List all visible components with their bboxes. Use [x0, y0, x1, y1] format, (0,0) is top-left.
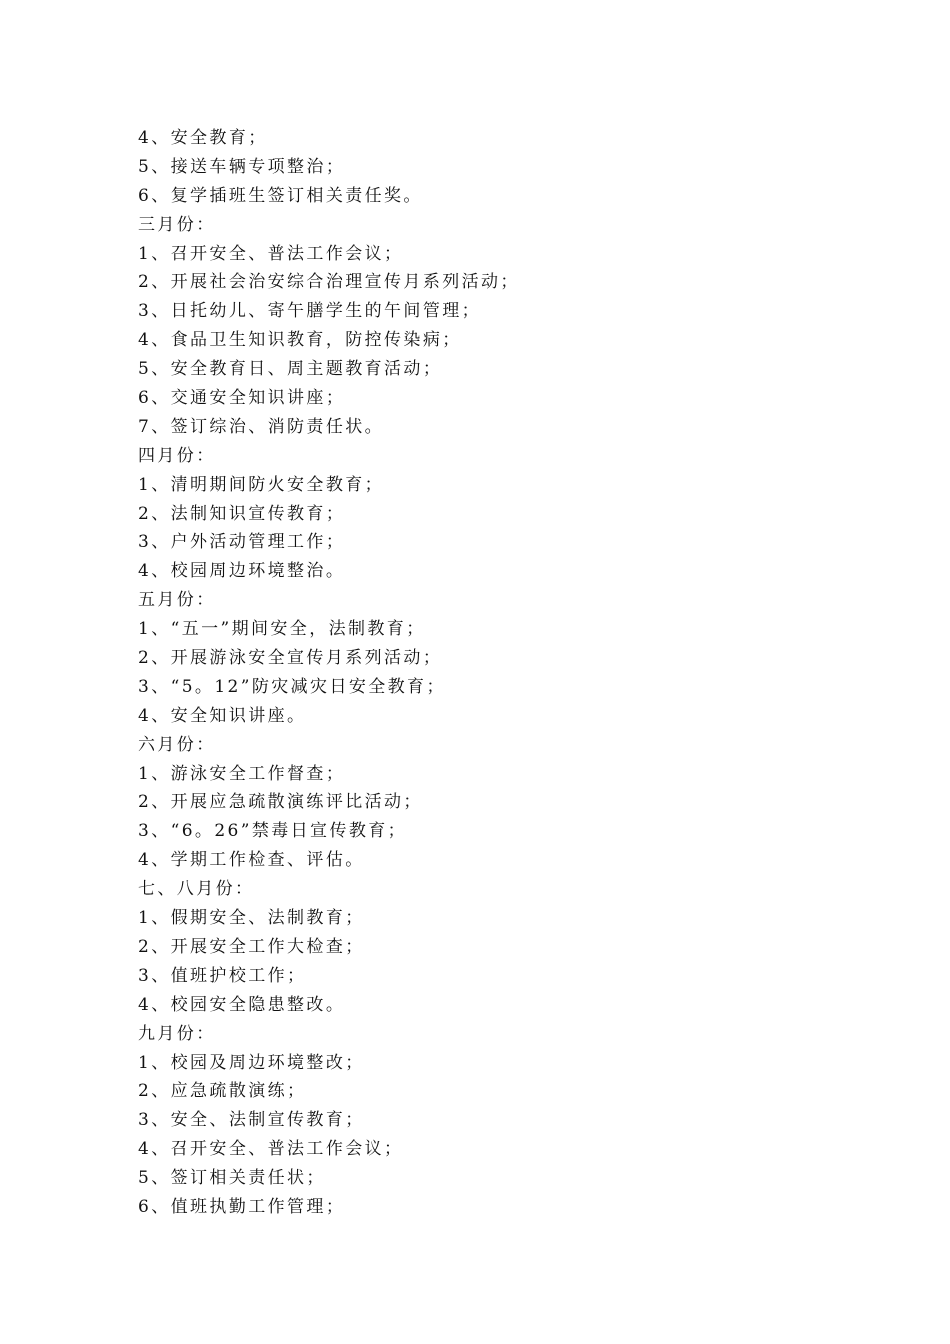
text-line: 1、游泳安全工作督查； [138, 763, 346, 784]
section-heading: 五月份： [138, 590, 216, 611]
text-line: 3、安全、法制宣传教育； [138, 1110, 365, 1131]
text-line: 1、校园及周边环境整改； [138, 1052, 365, 1073]
text-line: 2、开展应急疏散演练评比活动； [138, 792, 423, 813]
text-line: 2、法制知识宣传教育； [138, 503, 346, 524]
text-line: 2、应急疏散演练； [138, 1081, 307, 1102]
text-line: 3、“6。26”禁毒日宣传教育； [138, 821, 408, 842]
text-line: 5、签订相关责任状； [138, 1168, 326, 1189]
text-line: 2、开展安全工作大检查； [138, 936, 365, 957]
text-line: 6、交通安全知识讲座； [138, 388, 346, 409]
section-heading: 四月份： [138, 445, 216, 466]
text-line: 1、召开安全、普法工作会议； [138, 243, 404, 264]
section-heading: 七、八月份： [138, 879, 255, 900]
text-line: 4、校园周边环境整治。 [138, 561, 346, 582]
text-line: 3、户外活动管理工作； [138, 532, 346, 553]
text-line: 1、假期安全、法制教育； [138, 908, 365, 929]
text-line: 1、清明期间防火安全教育； [138, 474, 385, 495]
section-heading: 六月份： [138, 734, 216, 755]
text-line: 3、“5。12”防灾减灾日安全教育； [138, 676, 446, 697]
text-line: 7、签订综治、消防责任状。 [138, 416, 385, 437]
text-line: 5、安全教育日、周主题教育活动； [138, 359, 443, 380]
text-line: 6、复学插班生签订相关责任奖。 [138, 185, 423, 206]
section-heading: 九月份： [138, 1023, 216, 1044]
text-line: 2、开展社会治安综合治理宣传月系列活动； [138, 272, 520, 293]
text-line: 4、校园安全隐患整改。 [138, 994, 346, 1015]
text-line: 4、召开安全、普法工作会议； [138, 1139, 404, 1160]
text-line: 3、日托幼儿、寄午膳学生的午间管理； [138, 301, 482, 322]
text-line: 4、食品卫生知识教育，防控传染病； [138, 330, 462, 351]
section-heading: 三月份： [138, 214, 216, 235]
text-line: 5、接送车辆专项整治； [138, 156, 346, 177]
document-body [138, 124, 838, 1222]
text-line: 4、安全教育； [138, 128, 268, 148]
text-line: 3、值班护校工作； [138, 965, 307, 986]
text-line: 4、安全知识讲座。 [138, 705, 307, 726]
text-line: 2、开展游泳安全宣传月系列活动； [138, 648, 443, 669]
text-line: 1、“五一”期间安全，法制教育； [138, 619, 426, 640]
text-line: 6、值班执勤工作管理； [138, 1196, 346, 1217]
text-line: 4、学期工作检查、评估。 [138, 850, 365, 871]
